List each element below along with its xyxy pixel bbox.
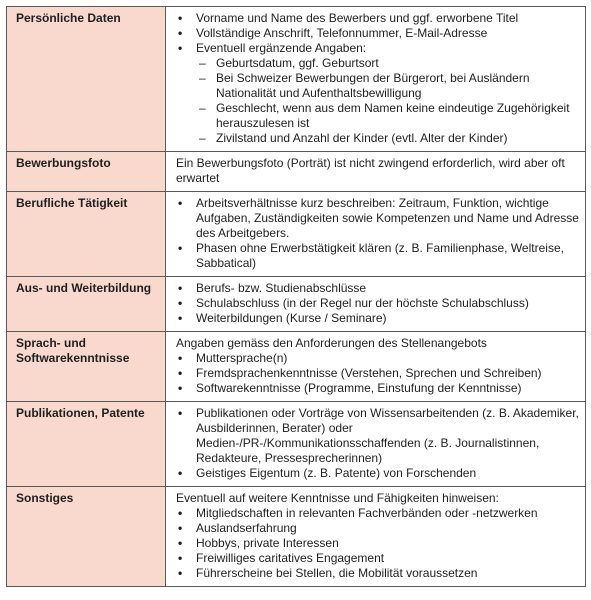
row-content bbox=[166, 487, 586, 587]
list-item: • Freiwilliges caritatives Engagement bbox=[176, 551, 579, 566]
row-text: Ein Bewerbungsfoto (Porträt) ist nicht zwingend erforderlich, wird aber oft erwartet bbox=[176, 156, 565, 185]
table-row bbox=[7, 152, 586, 192]
sub-list-item: – Geschlecht, wenn aus dem Namen keine eindeutige Zugehörigkeit herauszulesen ist bbox=[196, 101, 579, 131]
row-label: Persönliche Daten bbox=[7, 7, 166, 152]
row-label: Berufliche Tätigkeit bbox=[7, 192, 166, 277]
bullet-list bbox=[176, 196, 579, 271]
row-content bbox=[166, 7, 586, 152]
list-item: • Auslandserfahrung bbox=[176, 521, 579, 536]
table-row bbox=[7, 332, 586, 402]
list-item: • Vorname und Name des Bewerbers und ggf. erworbene Titel bbox=[176, 11, 579, 26]
bullet-list bbox=[176, 281, 579, 326]
list-item: • Fremdsprachenkenntnisse (Verstehen, Sprechen und Schreiben) bbox=[176, 366, 579, 381]
bullet-list bbox=[176, 11, 579, 146]
list-item: • Phasen ohne Erwerbstätigkeit klären (z. B. Familienphase, Weltreise, Sabbatical) bbox=[176, 241, 579, 271]
table-row bbox=[7, 487, 586, 587]
row-content bbox=[166, 277, 586, 332]
row-content bbox=[166, 402, 586, 487]
list-item: • Softwarekenntnisse (Programme, Einstufung der Kenntnisse) bbox=[176, 381, 579, 396]
list-item-text: Eventuell ergänzende Angaben: bbox=[196, 41, 367, 55]
table-row bbox=[7, 402, 586, 487]
row-content bbox=[166, 192, 586, 277]
sub-list-item: – Zivilstand und Anzahl der Kinder (evtl. Alter der Kinder) bbox=[196, 131, 579, 146]
sub-list-item: – Bei Schweizer Bewerbungen der Bürgerort, bei Ausländern Nationalität und Aufenthaltsbewilligung bbox=[196, 71, 579, 101]
row-label: Publikationen, Patente bbox=[7, 402, 166, 487]
list-item: • Vollständige Anschrift, Telefonnummer, E-Mail-Adresse bbox=[176, 26, 579, 41]
bullet-list bbox=[176, 351, 579, 396]
row-text: Eventuell auf weitere Kenntnisse und Fähigkeiten hinweisen: bbox=[176, 491, 499, 505]
list-item: • Schulabschluss (in der Regel nur der höchste Schulabschluss) bbox=[176, 296, 579, 311]
list-item: • Geistiges Eigentum (z. B. Patente) von Forschenden bbox=[176, 466, 579, 481]
row-label: Bewerbungsfoto bbox=[7, 152, 166, 192]
list-item: • Weiterbildungen (Kurse / Seminare) bbox=[176, 311, 579, 326]
list-item: • Arbeitsverhältnisse kurz beschreiben: Zeitraum, Funktion, wichtige Aufgaben, Zuständigkeiten sowie Kompetenzen und Name und Adresse des Arbeitgebers. bbox=[176, 196, 579, 241]
table-row bbox=[7, 277, 586, 332]
row-content bbox=[166, 152, 586, 192]
list-item bbox=[176, 41, 579, 146]
row-label: Aus- und Weiterbildung bbox=[7, 277, 166, 332]
list-item: • Führerscheine bei Stellen, die Mobilität voraussetzen bbox=[176, 566, 579, 581]
list-item: • Publikationen oder Vorträge von Wissensarbeitenden (z. B. Akademiker, Ausbilderinnen, Berater) oder Medien-/PR-/Kommunikationsschaffenden (z. B. Journalistinnen, Redakteure, Pressesprecherinnen) bbox=[176, 406, 579, 466]
table-row bbox=[7, 7, 586, 152]
bullet-list bbox=[176, 406, 579, 481]
row-label: Sonstiges bbox=[7, 487, 166, 587]
row-label: Sprach- und Softwarekenntnisse bbox=[7, 332, 166, 402]
row-text: Angaben gemäss den Anforderungen des Stellenangebots bbox=[176, 336, 487, 350]
table-row bbox=[7, 192, 586, 277]
dash-list bbox=[196, 56, 579, 146]
list-item: • Muttersprache(n) bbox=[176, 351, 579, 366]
cv-contents-table bbox=[6, 6, 586, 587]
list-item: • Hobbys, private Interessen bbox=[176, 536, 579, 551]
row-content bbox=[166, 332, 586, 402]
bullet-list bbox=[176, 506, 579, 581]
list-item: • Berufs- bzw. Studienabschlüsse bbox=[176, 281, 579, 296]
list-item: • Mitgliedschaften in relevanten Fachverbänden oder -netzwerken bbox=[176, 506, 579, 521]
sub-list-item: – Geburtsdatum, ggf. Geburtsort bbox=[196, 56, 579, 71]
